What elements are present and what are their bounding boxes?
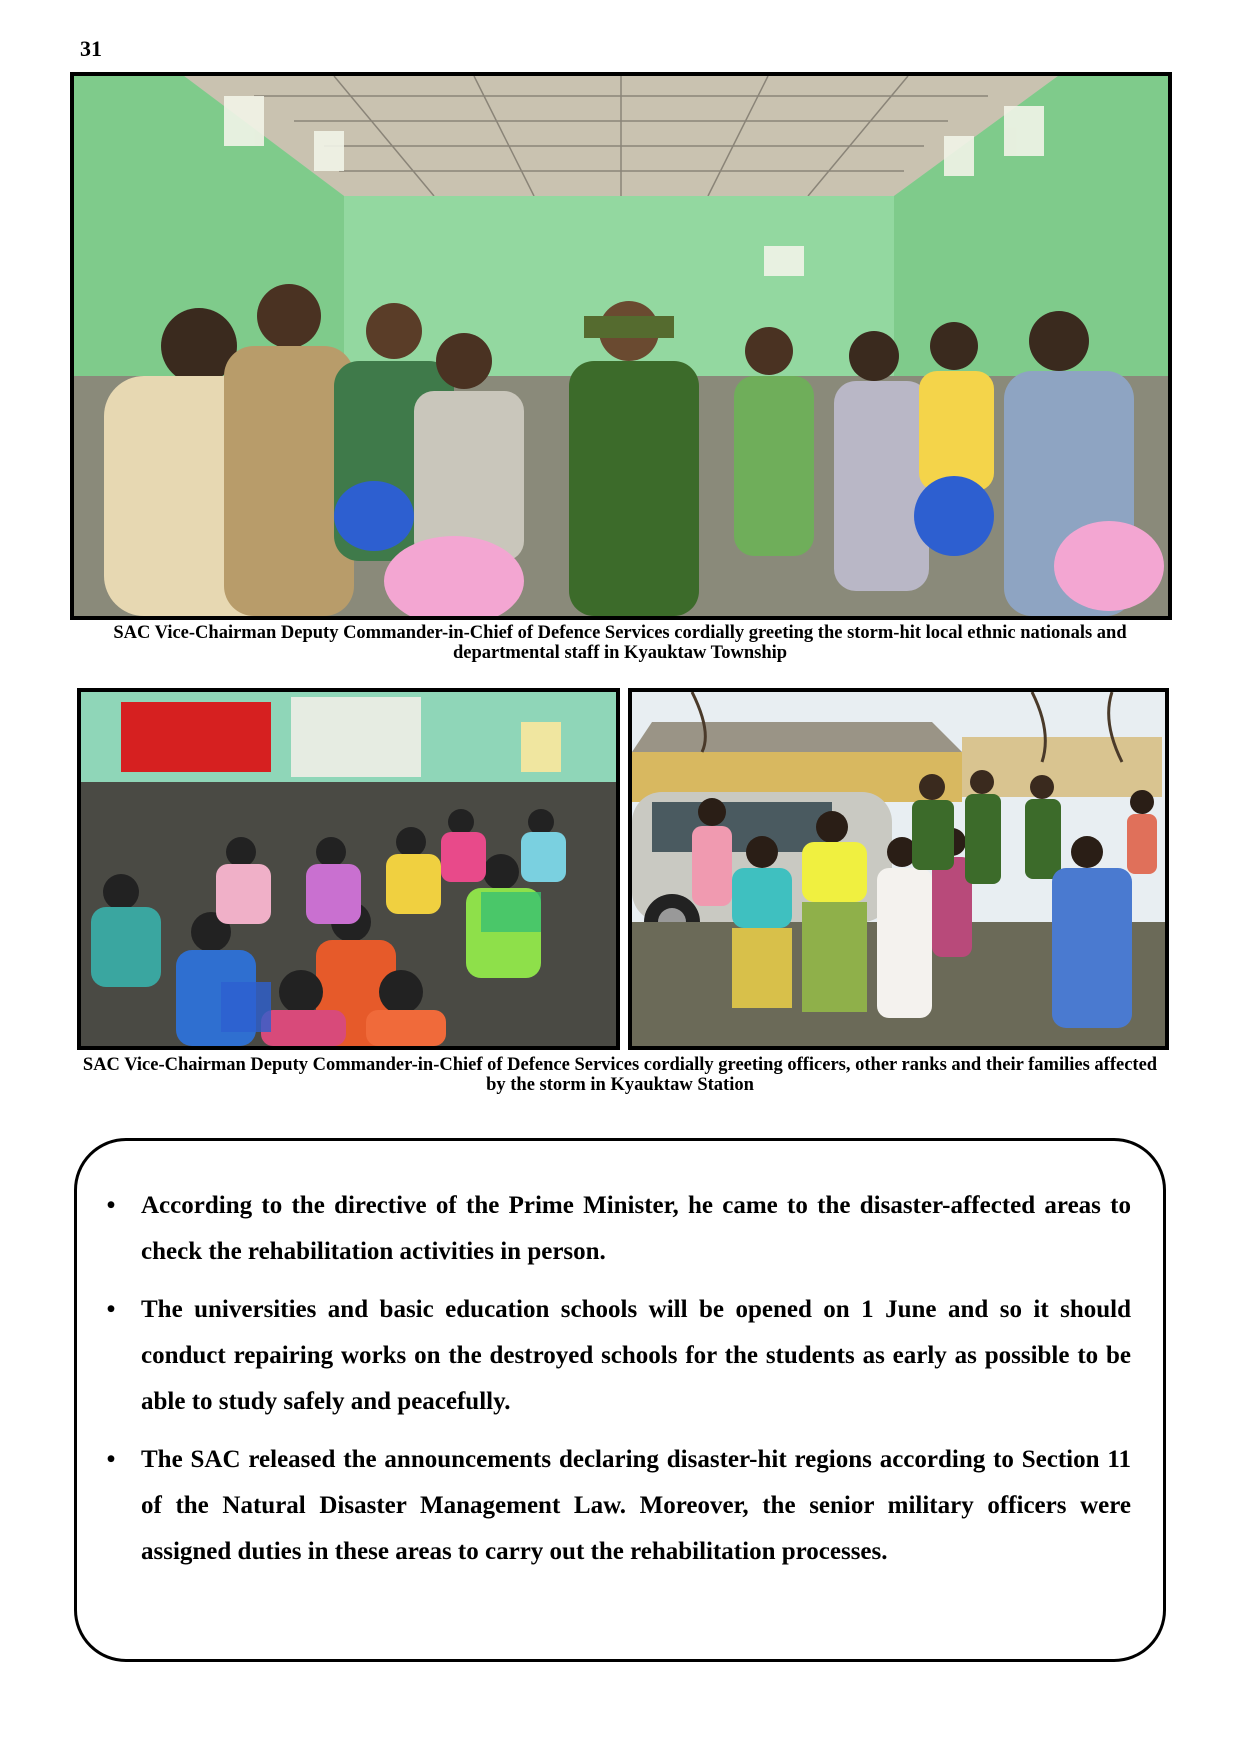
key-point-text: According to the directive of the Prime Minister, he came to the disaster-affected areas to check the rehabilitation activities in person. [141,1192,1131,1265]
photo-caption-middle: SAC Vice-Chairman Deputy Commander-in-Chief of Defence Services cordially greeting officers, other ranks and their families affected by the storm in Kyauktaw Station [82,1055,1158,1095]
photo-caption-top: SAC Vice-Chairman Deputy Commander-in-Chief of Defence Services cordially greeting the storm-hit local ethnic nationals and departmental staff in Kyauktaw Township [113,623,1127,663]
key-point-text: The SAC released the announcements declaring disaster-hit regions according to Section 11 of the Natural Disaster Management Law. Moreover, the senior military officers were assigned duties in these areas to carry out the rehabilitation processes. [141,1446,1131,1565]
key-points-list [106,1183,1131,1587]
key-point-item [106,1437,1131,1575]
bullet-icon: • [106,1192,116,1219]
photo-seated-audience [77,688,620,1050]
bullet-icon: • [106,1446,116,1473]
key-points-box [74,1138,1166,1662]
photo-hall-greeting-image [74,76,1168,616]
key-point-item [106,1287,1131,1425]
bullet-icon: • [106,1296,116,1323]
photo-outdoor-gathering [628,688,1169,1050]
key-point-text: The universities and basic education schools will be opened on 1 June and so it should conduct repairing works on the destroyed schools for the students as early as possible to be able to study safely and peacefully. [141,1296,1131,1415]
photo-seated-audience-image [81,692,616,1046]
photo-outdoor-gathering-image [632,692,1165,1046]
photo-hall-greeting [70,72,1172,620]
page-number: 31 [80,36,102,61]
key-point-item [106,1183,1131,1275]
